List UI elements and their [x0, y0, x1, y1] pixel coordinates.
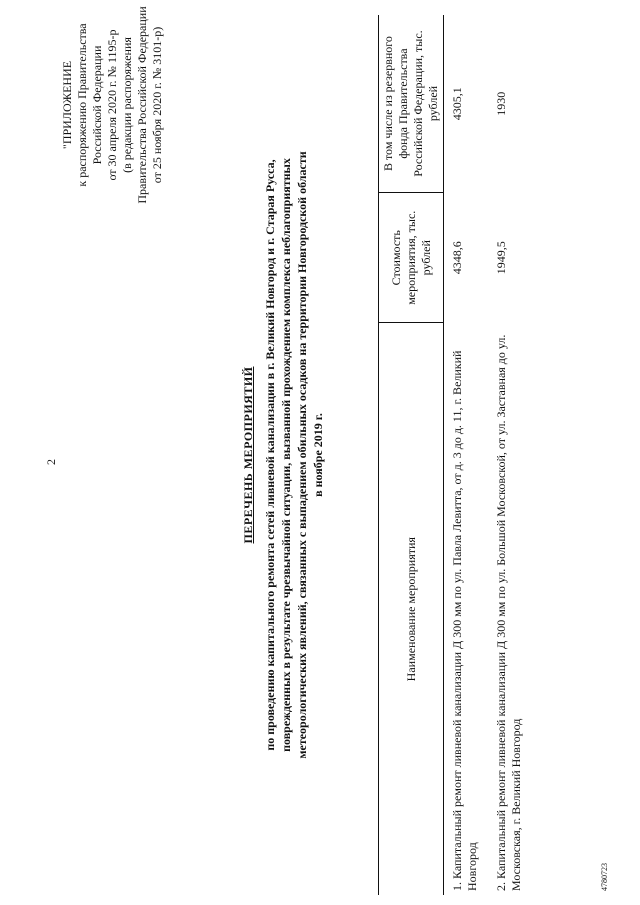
appendix-line: от 25 ноября 2020 г. № 3101-р): [150, 26, 164, 184]
subtitle-line: по проведению капитального ремонта сетей ливневой канализации в г. Великий Новгород и г. Старая Русса,: [263, 159, 277, 751]
appendix-line: Российской Федерации: [90, 45, 104, 165]
measure-reserve: 4305,1: [450, 87, 464, 121]
title-block: [240, 45, 326, 865]
appendix-line: от 30 апреля 2020 г. № 1195-р: [105, 29, 119, 181]
table-header-row: [379, 15, 444, 895]
header-reserve: В том числе из резервного фонда Правительства Российской Федерации, тыс. рублей: [379, 15, 444, 193]
measure-name: 1. Капитальный ремонт ливневой канализации Д 300 мм по ул. Павла Левитта, от д. 3 до д. 11, г. Великий Новгород: [450, 350, 479, 891]
subtitle-line: в ноябре 2019 г.: [311, 413, 325, 497]
table-row: [488, 15, 532, 895]
appendix-header: [60, 5, 165, 205]
header-name: Наименование мероприятия: [379, 323, 444, 895]
document-title: ПЕРЕЧЕНЬ МЕРОПРИЯТИЙ: [241, 366, 255, 544]
appendix-line: к распоряжению Правительства: [75, 23, 89, 187]
measure-cost: 1949,5: [494, 241, 508, 275]
appendix-line: Правительства Российской Федерации: [135, 6, 149, 204]
document-code: 4780723: [600, 863, 609, 891]
subtitle-line: метеорологических явлений, связанных с выпадением обильных осадков на территории Новгородской области: [295, 151, 309, 759]
measure-cost: 4348,6: [450, 241, 464, 275]
subtitle-line: поврежденных в результате чрезвычайной ситуации, вызванной прохождением комплекса неблагоприятных: [279, 158, 293, 752]
measure-reserve: 1930: [494, 91, 508, 116]
measure-name: 2. Капитальный ремонт ливневой канализации Д 300 мм по ул. Большой Московской, от ул. Заставная до ул. Московская, г. Великий Новгород: [494, 334, 523, 891]
appendix-line: (в редакции распоряжения: [120, 37, 134, 173]
measures-table: [378, 15, 532, 895]
table-row: [444, 15, 489, 895]
appendix-line: "ПРИЛОЖЕНИЕ: [60, 60, 74, 150]
page-number: 2: [44, 459, 58, 465]
header-cost: Стоимость мероприятия, тыс. рублей: [379, 193, 444, 323]
